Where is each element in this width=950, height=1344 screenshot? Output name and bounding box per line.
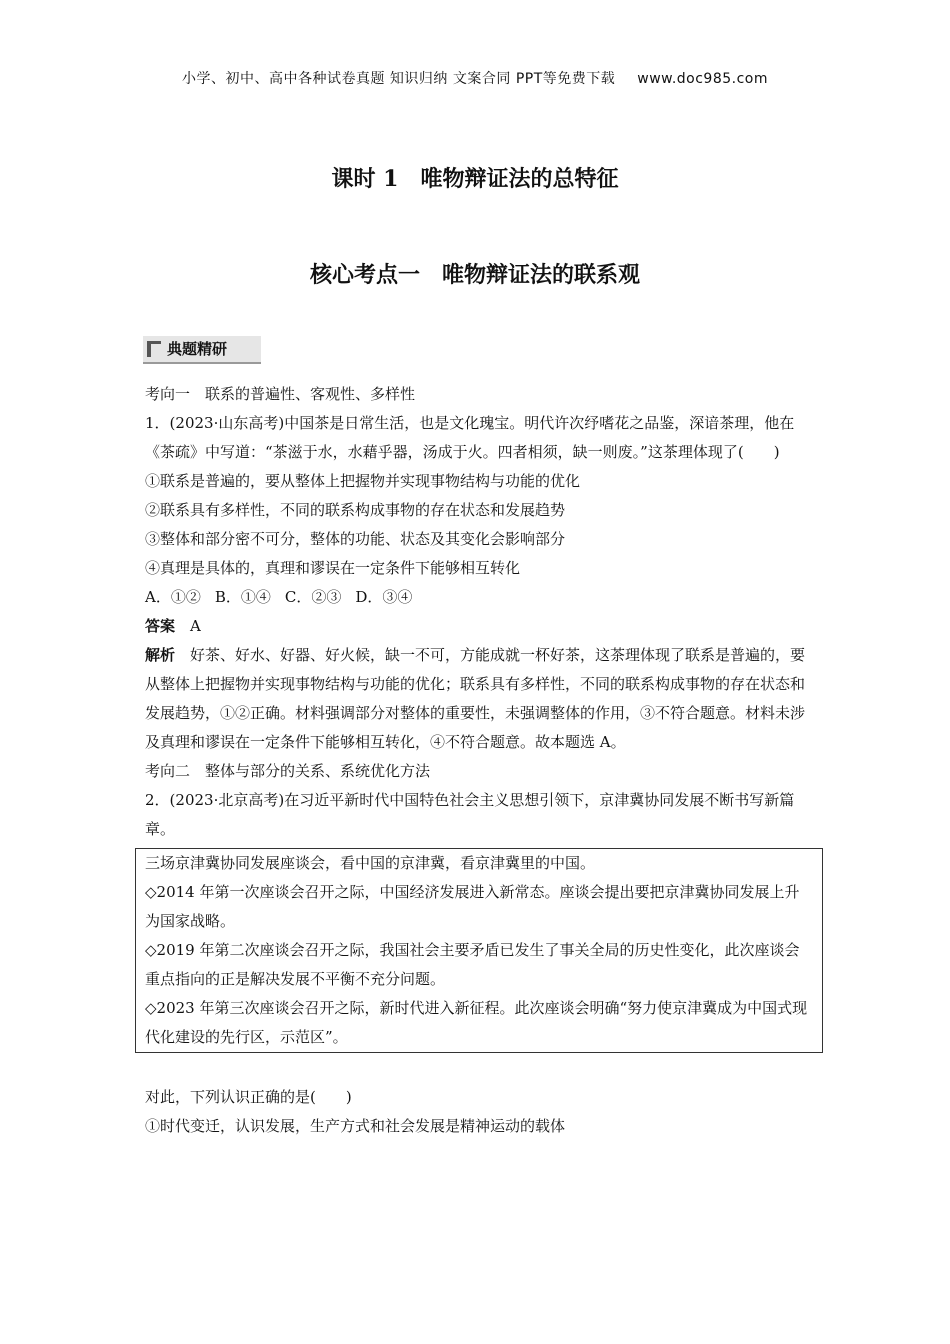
answer-label: 答案 — [145, 617, 176, 635]
question-1-stem: 1．(2023·山东高考)中国茶是日常生活，也是文化瑰宝。明代许次纾嗜花之品鉴，深谙茶理，他在《茶疏》中写道：“茶滋于水，水藉乎器，汤成于火。四者相须，缺一则废。”这茶理体现了( ) — [145, 414, 795, 461]
section-title: 核心考点一 唯物辩证法的联系观 — [309, 262, 640, 288]
badge-label: 典题精研 — [167, 340, 228, 358]
option-b: B．①④ — [214, 588, 271, 606]
option-d: D．③④ — [355, 588, 413, 606]
main-content — [145, 380, 813, 1141]
question-1-options — [145, 583, 813, 612]
question-1-answer — [145, 612, 813, 641]
section-badge — [143, 336, 261, 364]
question-1-item: ②联系具有多样性，不同的联系构成事物的存在状态和发展趋势 — [145, 501, 566, 519]
page-header — [0, 68, 950, 88]
analysis-text: 好茶、好水、好器、好火候，缺一不可，方能成就一杯好茶，这茶理体现了联系是普遍的，要从整体上把握物并实现事物结构与功能的优化；联系具有多样性，不同的联系构成事物的存在状态和发展趋势，①②正确。材料强调部分对整体的重要性，未强调整体的作用，③不符合题意。材料未涉及真理和谬误在一定条件下能够相互转化，④不符合题意。故本题选 A。 — [145, 646, 806, 751]
material-line: 三场京津冀协同发展座谈会，看中国的京津冀，看京津冀里的中国。 — [145, 854, 596, 872]
lesson-title: 课时 1 唯物辩证法的总特征 — [331, 166, 619, 192]
question-2-stem: 2．(2023·北京高考)在习近平新时代中国特色社会主义思想引领下，京津冀协同发展不断书写新篇章。 — [145, 791, 795, 838]
corner-bracket-icon — [147, 341, 161, 357]
direction-2-heading: 考向二 整体与部分的关系、系统优化方法 — [145, 762, 431, 780]
option-c: C．②③ — [284, 588, 342, 606]
question-2-prompt: 对此，下列认识正确的是( ) — [145, 1088, 352, 1106]
question-1-item: ①联系是普遍的，要从整体上把握物并实现事物结构与功能的优化 — [145, 472, 581, 490]
question-1-analysis — [145, 641, 813, 757]
direction-1-heading: 考向一 联系的普遍性、客观性、多样性 — [145, 385, 416, 403]
option-a: A．①② — [145, 588, 201, 606]
header-site-link[interactable]: www.doc985.com — [637, 71, 769, 87]
analysis-label: 解析 — [145, 646, 176, 664]
question-1-item: ④真理是具体的，真理和谬误在一定条件下能够相互转化 — [145, 559, 521, 577]
question-1-item: ③整体和部分密不可分，整体的功能、状态及其变化会影响部分 — [145, 530, 566, 548]
header-text: 小学、初中、高中各种试卷真题 知识归纳 文案合同 PPT等免费下载 — [181, 71, 616, 87]
answer-value: A — [190, 617, 201, 635]
material-box — [135, 848, 823, 1053]
material-line: ◇2014 年第一次座谈会召开之际，中国经济发展进入新常态。座谈会提出要把京津冀协同发展上升为国家战略。 — [145, 883, 800, 930]
material-line: ◇2023 年第三次座谈会召开之际，新时代进入新征程。此次座谈会明确“努力使京津冀成为中国式现代化建设的先行区，示范区”。 — [145, 999, 808, 1046]
material-line: ◇2019 年第二次座谈会召开之际，我国社会主要矛盾已发生了事关全局的历史性变化，此次座谈会重点指向的正是解决发展不平衡不充分问题。 — [145, 941, 800, 988]
question-2-item: ①时代变迁，认识发展，生产方式和社会发展是精神运动的载体 — [145, 1117, 566, 1135]
